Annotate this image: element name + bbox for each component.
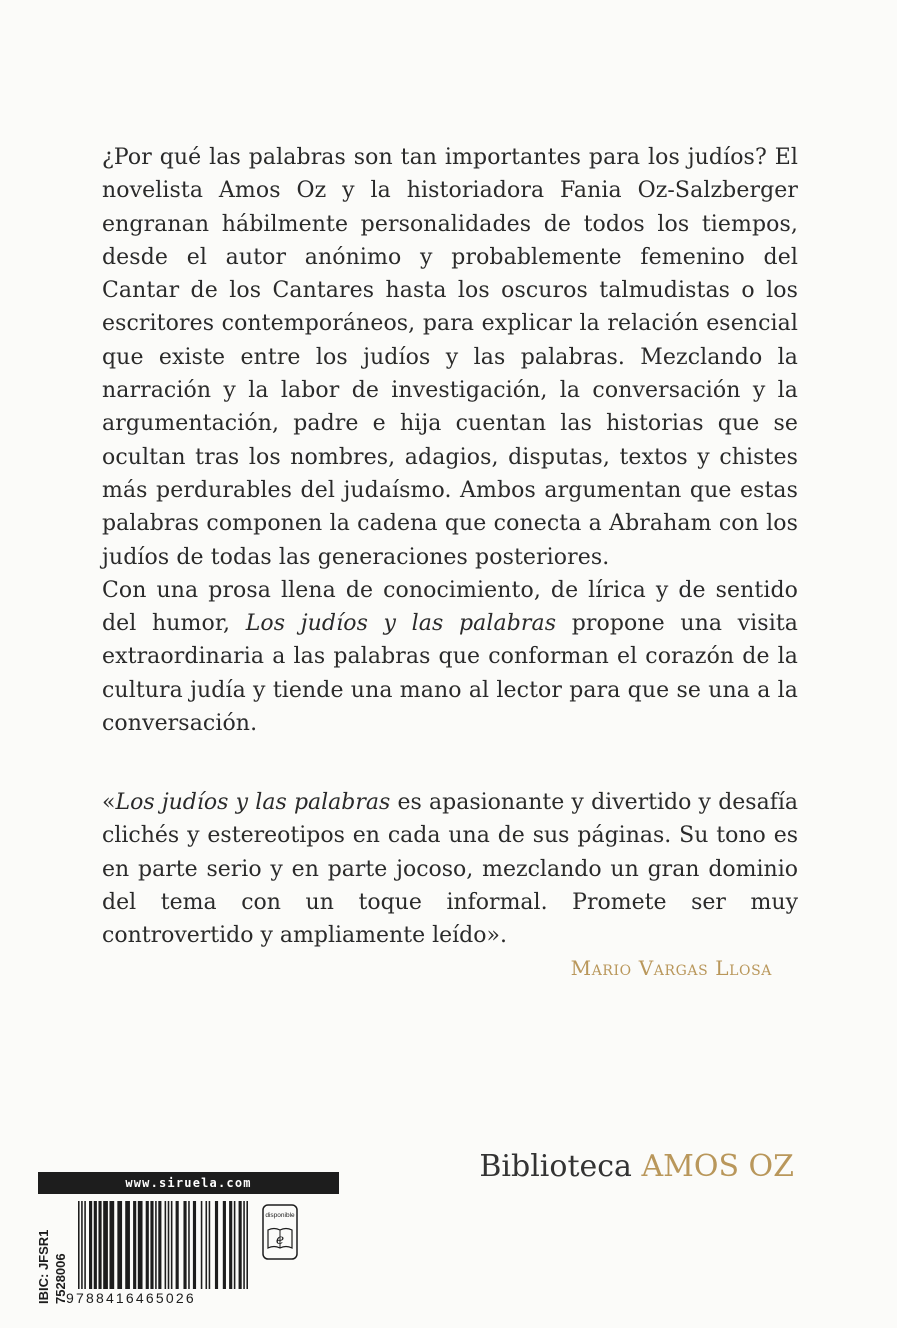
barcode-bar [176,1201,179,1289]
barcode-bar [223,1201,226,1289]
blurb-p2-lead: Con una prosa llena de conocimiento, de lírica y de sentido del humor, [102,577,798,637]
barcode-bar [209,1201,211,1289]
quote-text: es apasionante y divertido y desafía clichés y estereotipos en cada una de sus páginas. Su tono es en parte serio y en parte jocoso, mezclando un gran dominio del tema con un toque informal. Promete ser muy controvertido y ampliamente leído». [102,790,798,949]
ebook-badge-label: disponible [265,1212,295,1219]
barcode-bar [125,1201,130,1289]
collection-name [479,1149,794,1184]
quote-attribution: Mario Vargas Llosa [570,956,772,980]
barcode-bar [201,1201,203,1289]
review-quote [102,786,798,952]
ebook-available-icon [262,1204,298,1260]
barcode-bar [165,1201,167,1289]
quote-paragraph [102,786,798,952]
barcode-bar [81,1201,83,1289]
publisher-url: www.siruela.com [38,1172,339,1194]
reference-code: 7528006 [53,1253,68,1304]
blurb-paragraph-1: ¿Por qué las palabras son tan importantes para los judíos? El novelista Amos Oz y la historiadora Fania Oz-Salzberger engranan hábilmente personalidades de todos los tiempos, desde el autor anónimo y probablemente femenino del Cantar de los Cantares hasta los oscuros talmudistas o los escritores contemporáneos, para explicar la relación esencial que existe entre los judíos y las palabras. Mezclando la narración y la labor de investigación, la conversación y la argumentación, padre e hija cuentan las historias que se ocultan tras los nombres, adagios, disputas, textos y chistes más perdurables del judaísmo. Ambos argumentan que estas palabras componen la cadena que conecta a Abraham con los judíos de todas las generaciones posteriores. [102,145,798,570]
ibic-code-block [36,1204,68,1304]
barcode-bar [94,1201,97,1289]
ibic-code: IBIC: JFSR1 [36,1229,51,1304]
barcode-bar [84,1201,86,1289]
isbn-barcode [78,1201,248,1289]
barcode-bar [155,1201,157,1289]
barcode-bar [234,1201,236,1289]
ebook-badge-glyph: e [275,1232,285,1248]
barcode-bar [239,1201,242,1289]
book-title-italic: Los judíos y las palabras [245,611,557,637]
barcode-bar [215,1201,218,1289]
barcode-bar [89,1201,92,1289]
barcode-bar [206,1201,208,1289]
barcode-bar [146,1201,149,1289]
collection-brand: AMOS OZ [641,1149,794,1184]
quote-open-mark: « [102,790,116,815]
barcode-bar [243,1201,245,1289]
barcode-bar [158,1201,161,1289]
barcode-bar [229,1201,232,1289]
collection-label: Biblioteca [479,1149,632,1184]
barcode-bar [193,1201,196,1289]
barcode-bar [171,1201,173,1289]
barcode-bar [150,1201,153,1289]
barcode-bar [168,1201,170,1289]
barcode-bar [117,1201,122,1289]
blurb-paragraph-2 [102,574,798,740]
back-cover-blurb [102,141,798,740]
barcode-bar [109,1201,114,1289]
barcode-bar [133,1201,136,1289]
barcode-bar [98,1201,101,1289]
barcode-bar [246,1201,248,1289]
isbn-number: 9788416465026 [66,1290,196,1306]
barcode-bar [138,1201,143,1289]
barcode-bar [78,1201,80,1289]
blurb-p2-tail: propone una visita extraordinaria a las palabras que conforman el corazón de la cultura judía y tiende una mano al lector para que se una a la conversación. [102,611,798,737]
barcode-bar [188,1201,190,1289]
quote-book-title: Los judíos y las palabras [115,790,391,815]
barcode-bar [183,1201,186,1289]
barcode-bar [103,1201,108,1289]
